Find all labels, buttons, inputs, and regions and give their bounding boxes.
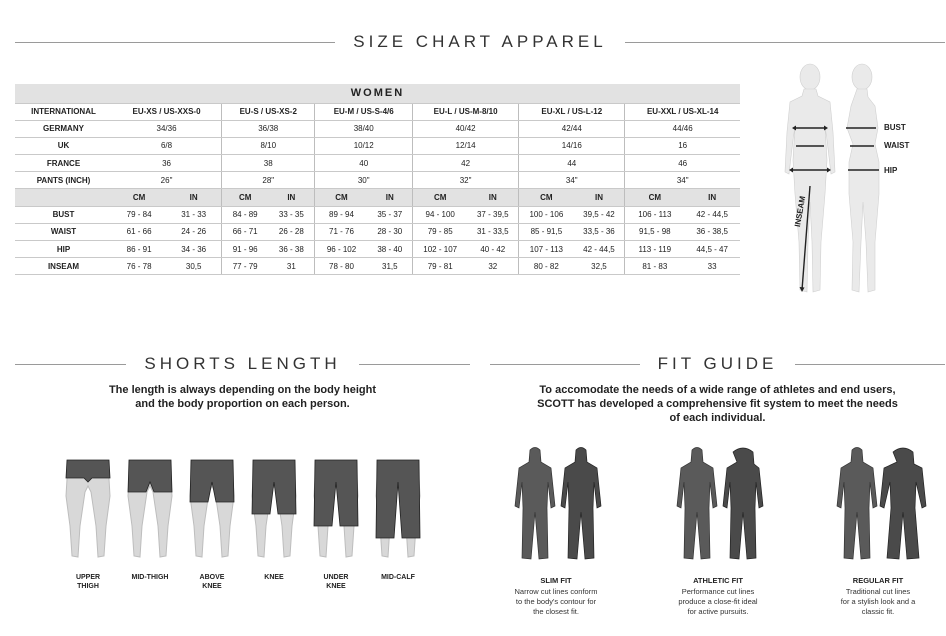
shorts-length-label xyxy=(121,573,179,582)
fit-guide-header xyxy=(490,354,945,374)
row-label: PANTS (INCH) xyxy=(15,172,112,189)
fit-name: ATHLETIC FIT xyxy=(693,576,743,585)
unit-cm: CM xyxy=(222,189,269,206)
unit-cm: CM xyxy=(413,189,468,206)
table-cell: 44/46 xyxy=(625,120,740,137)
table-cell: 40 xyxy=(315,155,413,172)
table-cell: 66 - 71 xyxy=(222,223,269,240)
table-cell: EU-XL / US-L-12 xyxy=(519,103,625,120)
shorts-label-line-1: UNDER xyxy=(323,574,349,581)
fit-name: SLIM FIT xyxy=(540,576,572,585)
fit-rule-left xyxy=(490,364,640,365)
table-cell: 31,5 xyxy=(368,258,413,275)
table-cell: 35 - 37 xyxy=(368,206,413,223)
shorts-length-title: SHORTS LENGTH xyxy=(144,354,341,373)
unit-cm: CM xyxy=(519,189,574,206)
table-cell: 100 - 106 xyxy=(519,206,574,223)
shorts-intro xyxy=(15,383,470,411)
table-cell: 26 - 28 xyxy=(268,223,315,240)
table-cell: 42 xyxy=(413,155,519,172)
shorts-silhouette xyxy=(190,460,234,502)
table-cell: 12/14 xyxy=(413,137,519,154)
athlete-figure xyxy=(677,448,717,560)
measurement-rows xyxy=(15,206,740,275)
shorts-label-line-1: KNEE xyxy=(264,574,284,581)
row-label: GERMANY xyxy=(15,120,112,137)
front-body-silhouette xyxy=(785,64,835,292)
fit-intro-line-2: SCOTT has developed a comprehensive fit system to meet the needs xyxy=(537,398,898,410)
shorts-silhouette xyxy=(314,460,358,526)
fit-description-line: for a stylish look and a xyxy=(840,597,916,606)
table-row xyxy=(15,206,740,223)
row-label: BUST xyxy=(15,206,112,223)
garment-figure xyxy=(723,448,763,559)
table-row xyxy=(15,103,740,120)
table-cell: 32" xyxy=(413,172,519,189)
row-label: HIP xyxy=(15,241,112,258)
fit-description-line: to the body's contour for xyxy=(515,597,597,606)
table-cell: 30" xyxy=(315,172,413,189)
table-cell: EU-XXL / US-XL-14 xyxy=(625,103,740,120)
table-cell: 38 xyxy=(222,155,315,172)
fit-description-line: the closest fit. xyxy=(533,607,579,616)
table-cell: 89 - 94 xyxy=(315,206,368,223)
table-cell: 42 - 44,5 xyxy=(574,241,625,258)
table-cell: 113 - 119 xyxy=(625,241,684,258)
fit-figures xyxy=(833,446,933,564)
table-cell: 16 xyxy=(625,137,740,154)
header-rule-left xyxy=(15,42,335,43)
table-cell: EU-M / US-S-4/6 xyxy=(315,103,413,120)
fit-description-line: produce a close-fit ideal xyxy=(678,597,758,606)
athlete-figure xyxy=(515,448,555,560)
row-label: UK xyxy=(15,137,112,154)
table-cell: 32 xyxy=(467,258,518,275)
shorts-label-line-1: MID-THIGH xyxy=(131,574,169,581)
unit-in: IN xyxy=(368,189,413,206)
table-cell: 102 - 107 xyxy=(413,241,468,258)
shorts-label-line-2: KNEE xyxy=(202,583,222,590)
table-cell: 33 xyxy=(684,258,740,275)
hip-label: HIP xyxy=(884,166,898,175)
legs-figure xyxy=(182,456,242,566)
table-row xyxy=(15,155,740,172)
table-cell: 76 - 78 xyxy=(112,258,166,275)
table-cell: 106 - 113 xyxy=(625,206,684,223)
table-cell: 77 - 79 xyxy=(222,258,269,275)
fit-intro-line-1: To accomodate the needs of a wide range of athletes and end users, xyxy=(539,384,896,396)
table-cell: 42/44 xyxy=(519,120,625,137)
legs-figure xyxy=(120,456,180,566)
row-label: INSEAM xyxy=(15,258,112,275)
shorts-label-line-1: UPPER xyxy=(75,574,101,581)
table-cell: 85 - 91,5 xyxy=(519,223,574,240)
fit-rule-right xyxy=(795,364,945,365)
table-cell: 91 - 96 xyxy=(222,241,269,258)
shorts-length-label xyxy=(183,573,241,591)
table-cell: 79 - 85 xyxy=(413,223,468,240)
unit-in: IN xyxy=(574,189,625,206)
size-chart-header xyxy=(15,32,945,52)
unit-in: IN xyxy=(467,189,518,206)
table-cell: 96 - 102 xyxy=(315,241,368,258)
table-cell: EU-XS / US-XXS-0 xyxy=(112,103,222,120)
table-cell: 33,5 - 36 xyxy=(574,223,625,240)
shorts-silhouette xyxy=(376,460,420,538)
legs-figure xyxy=(58,456,118,566)
table-cell: EU-L / US-M-8/10 xyxy=(413,103,519,120)
table-cell: 10/12 xyxy=(315,137,413,154)
row-label: FRANCE xyxy=(15,155,112,172)
shorts-length-label xyxy=(59,573,117,591)
table-cell: 30,5 xyxy=(166,258,221,275)
table-cell: 38/40 xyxy=(315,120,413,137)
table-cell: 94 - 100 xyxy=(413,206,468,223)
table-title: WOMEN xyxy=(15,84,740,103)
row-label: INTERNATIONAL xyxy=(15,103,112,120)
bust-label: BUST xyxy=(884,123,906,132)
fit-intro-line-3: of each individual. xyxy=(669,412,766,424)
shorts-length-label xyxy=(369,573,427,582)
shorts-rule-right xyxy=(359,364,470,365)
table-cell: 34" xyxy=(519,172,625,189)
fit-description xyxy=(813,576,943,617)
shorts-length-label xyxy=(307,573,365,591)
table-row xyxy=(15,223,740,240)
table-cell: 6/8 xyxy=(112,137,222,154)
table-cell: 31 - 33,5 xyxy=(467,223,518,240)
shorts-label-line-1: MID-CALF xyxy=(381,574,415,581)
unit-cm: CM xyxy=(315,189,368,206)
table-cell: 79 - 84 xyxy=(112,206,166,223)
body-measure-figure xyxy=(775,62,935,302)
table-cell: 26" xyxy=(112,172,222,189)
fit-description-line: Traditional cut lines xyxy=(845,587,911,596)
fit-figures xyxy=(511,446,611,564)
page-title: SIZE CHART APPAREL xyxy=(353,32,607,51)
table-cell: 79 - 81 xyxy=(413,258,468,275)
fit-description-line: classic fit. xyxy=(861,607,895,616)
shorts-length-label xyxy=(245,573,303,582)
shorts-label-line-2: KNEE xyxy=(326,583,346,590)
table-cell: 86 - 91 xyxy=(112,241,166,258)
table-cell: 34/36 xyxy=(112,120,222,137)
table-cell: 44 xyxy=(519,155,625,172)
table-row xyxy=(15,258,740,275)
table-cell: 34 - 36 xyxy=(166,241,221,258)
table-cell: 38 - 40 xyxy=(368,241,413,258)
inseam-label: INSEAM xyxy=(793,195,808,228)
garment-figure xyxy=(880,448,926,559)
table-cell: 40/42 xyxy=(413,120,519,137)
table-cell: 39,5 - 42 xyxy=(574,206,625,223)
fit-description xyxy=(653,576,783,617)
table-row xyxy=(15,137,740,154)
table-cell: 8/10 xyxy=(222,137,315,154)
fit-figures xyxy=(673,446,773,564)
unit-in: IN xyxy=(684,189,740,206)
table-cell: 36 - 38 xyxy=(268,241,315,258)
table-cell: 31 - 33 xyxy=(166,206,221,223)
table-cell: 81 - 83 xyxy=(625,258,684,275)
side-body-silhouette xyxy=(847,64,879,292)
table-cell: 40 - 42 xyxy=(467,241,518,258)
units-row xyxy=(15,189,740,206)
table-cell: 44,5 - 47 xyxy=(684,241,740,258)
legs-figure xyxy=(306,456,366,566)
header-rule-right xyxy=(625,42,945,43)
table-cell: 78 - 80 xyxy=(315,258,368,275)
waist-label: WAIST xyxy=(884,141,910,150)
garment-figure xyxy=(561,448,601,560)
table-cell: 80 - 82 xyxy=(519,258,574,275)
unit-cm: CM xyxy=(112,189,166,206)
table-row xyxy=(15,241,740,258)
shorts-length-header xyxy=(15,354,470,374)
shorts-silhouette xyxy=(128,460,172,492)
table-cell: 71 - 76 xyxy=(315,223,368,240)
table-cell: 42 - 44,5 xyxy=(684,206,740,223)
shorts-intro-line-2: and the body proportion on each person. xyxy=(135,398,350,410)
table-cell: 32,5 xyxy=(574,258,625,275)
unit-in: IN xyxy=(268,189,315,206)
table-cell: 84 - 89 xyxy=(222,206,269,223)
fit-description-line: for active pursuits. xyxy=(687,607,749,616)
table-cell: 37 - 39,5 xyxy=(467,206,518,223)
fit-name: REGULAR FIT xyxy=(852,576,904,585)
fit-intro xyxy=(490,383,945,425)
table-cell: EU-S / US-XS-2 xyxy=(222,103,315,120)
table-cell: 34" xyxy=(625,172,740,189)
legs-figure xyxy=(244,456,304,566)
table-cell: 31 xyxy=(268,258,315,275)
table-cell: 28" xyxy=(222,172,315,189)
shorts-intro-line-1: The length is always depending on the body height xyxy=(108,384,377,396)
fit-description-line: Performance cut lines xyxy=(681,587,755,596)
units-row-spacer xyxy=(15,189,112,206)
conversion-rows xyxy=(15,103,740,189)
table-cell: 36 xyxy=(112,155,222,172)
table-cell: 28 - 30 xyxy=(368,223,413,240)
table-cell: 61 - 66 xyxy=(112,223,166,240)
shorts-label-line-2: THIGH xyxy=(77,583,99,590)
table-cell: 36/38 xyxy=(222,120,315,137)
women-size-table xyxy=(15,84,740,275)
table-cell: 24 - 26 xyxy=(166,223,221,240)
table-cell: 36 - 38,5 xyxy=(684,223,740,240)
legs-figure xyxy=(368,456,428,566)
table-title-row xyxy=(15,84,740,103)
table-cell: 46 xyxy=(625,155,740,172)
row-label: WAIST xyxy=(15,223,112,240)
athlete-figure xyxy=(837,448,877,560)
fit-guide-title: FIT GUIDE xyxy=(657,354,778,373)
table-cell: 14/16 xyxy=(519,137,625,154)
unit-in: IN xyxy=(166,189,221,206)
table-row xyxy=(15,172,740,189)
table-cell: 91,5 - 98 xyxy=(625,223,684,240)
unit-cm: CM xyxy=(625,189,684,206)
shorts-rule-left xyxy=(15,364,126,365)
table-cell: 33 - 35 xyxy=(268,206,315,223)
fit-description-line: Narrow cut lines conform xyxy=(514,587,598,596)
table-row xyxy=(15,120,740,137)
table-cell: 107 - 113 xyxy=(519,241,574,258)
shorts-label-line-1: ABOVE xyxy=(199,574,225,581)
fit-description xyxy=(491,576,621,617)
